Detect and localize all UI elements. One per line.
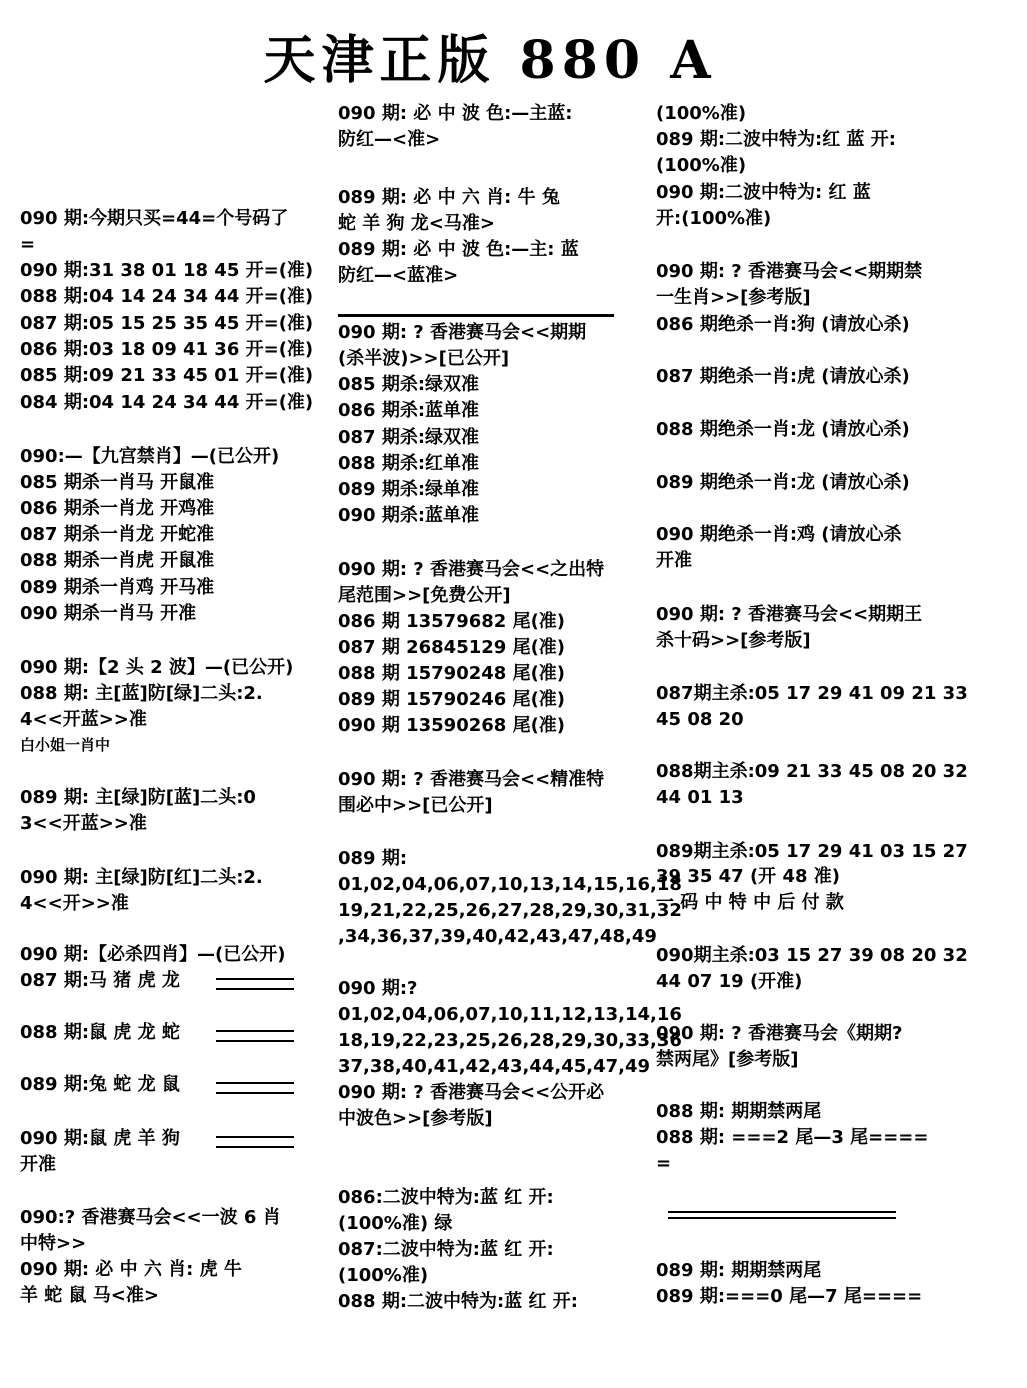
text-line: 085 期杀一肖马 开鼠准 <box>20 472 215 493</box>
text-line: 蛇 羊 狗 龙<马准> <box>338 213 495 234</box>
text-line: 090 期 13590268 尾(准) <box>338 715 566 736</box>
text-line: 089 期: 必 中 六 肖: 牛 兔 <box>338 187 560 208</box>
text-line: 090 期: 必 中 六 肖: 虎 牛 <box>20 1259 242 1280</box>
text-line: 087 期 26845129 尾(准) <box>338 637 566 658</box>
text-line: = <box>20 234 36 255</box>
text-line: 088 期 15790248 尾(准) <box>338 663 566 684</box>
text-line: 090期主杀:03 15 27 39 08 20 32 <box>656 945 968 966</box>
double-rule <box>216 1136 294 1148</box>
text-line: 090 期:? <box>338 978 418 999</box>
text-line: 090 期: ? 香港赛马会<<公开必 <box>338 1082 605 1103</box>
text-line: 088 期:04 14 24 34 44 开=(准) <box>20 286 314 307</box>
text-line: 089 期: <box>338 848 408 869</box>
text-line: 090 期杀:蓝单准 <box>338 505 480 526</box>
text-line: 尾范围>>[免费公开] <box>338 585 511 606</box>
text-line: 090 期: ? 香港赛马会<<之出特 <box>338 559 605 580</box>
text-line: 087 期绝杀一肖:虎 (请放心杀) <box>656 366 910 387</box>
text-line: 088 期:二波中特为:蓝 红 开: <box>338 1291 578 1312</box>
text-line: 086:二波中特为:蓝 红 开: <box>338 1187 554 1208</box>
text-line: 19,21,22,25,26,27,28,29,30,31,32 <box>338 900 682 921</box>
text-line: 45 08 20 <box>656 709 744 730</box>
divider <box>338 314 614 317</box>
text-line: 一 码 中 特 中 后 付 款 <box>656 892 844 913</box>
text-line: 3<<开蓝>>准 <box>20 813 147 834</box>
text-line: 086 期绝杀一肖:狗 (请放心杀) <box>656 314 910 335</box>
text-line: 090 期: ? 香港赛马会<<期期禁 <box>656 261 923 282</box>
text-line: (100%准) <box>656 103 747 124</box>
text-line: 090 期:二波中特为: 红 蓝 <box>656 182 871 203</box>
text-line: 44 01 13 <box>656 787 744 808</box>
text-line: 086 期 13579682 尾(准) <box>338 611 566 632</box>
text-line: 087 期:马 猪 虎 龙 <box>20 970 180 991</box>
text-line: 087 期杀一肖龙 开蛇准 <box>20 524 215 545</box>
text-line: 090 期: 主[绿]防[红]二头:2. <box>20 867 263 888</box>
text-line: 086 期杀一肖龙 开鸡准 <box>20 498 215 519</box>
text-line: 087期主杀:05 17 29 41 09 21 33 <box>656 683 968 704</box>
text-line: (杀半波)>>[已公开] <box>338 348 510 369</box>
double-rule <box>216 978 294 990</box>
text-line: 089 期: 主[绿]防[蓝]二头:0 <box>20 787 256 808</box>
text-line: 44 07 19 (开准) <box>656 971 803 992</box>
section-heading: 090 期:【2 头 2 波】—(已公开) <box>20 657 294 678</box>
text-line: 084 期:04 14 24 34 44 开=(准) <box>20 392 314 413</box>
text-line: 089 期:兔 蛇 龙 鼠 <box>20 1074 180 1095</box>
text-line: 4<<开>>准 <box>20 893 129 914</box>
text-line: 中波色>>[参考版] <box>338 1108 493 1129</box>
text-line: 090 期: ? 香港赛马会《期期? <box>656 1023 903 1044</box>
text-line: 088 期:鼠 虎 龙 蛇 <box>20 1022 180 1043</box>
divider <box>668 1217 896 1219</box>
text-line: 085 期杀:绿双准 <box>338 374 480 395</box>
double-rule <box>216 1082 294 1094</box>
text-line: 一生肖>>[参考版] <box>656 287 811 308</box>
text-line: (100%准) 绿 <box>338 1213 453 1234</box>
divider <box>668 1211 896 1213</box>
text-line: 090 期: ? 香港赛马会<<期期 <box>338 322 587 343</box>
text-line: 088 期绝杀一肖:龙 (请放心杀) <box>656 419 910 440</box>
text-line: 087 期:05 15 25 35 45 开=(准) <box>20 313 314 334</box>
text-line: 37,38,40,41,42,43,44,45,47,49 <box>338 1056 651 1077</box>
section-heading: 090 期:【必杀四肖】—(已公开) <box>20 944 286 965</box>
text-line: 089 期杀一肖鸡 开马准 <box>20 577 215 598</box>
text-line: 089 期绝杀一肖:龙 (请放心杀) <box>656 472 910 493</box>
text-line: 18,19,22,23,25,26,28,29,30,33,36 <box>338 1030 682 1051</box>
text-line: 开准 <box>656 550 692 571</box>
text-line: 39 35 47 (开 48 准) <box>656 866 840 887</box>
text-line: 088 期: ===2 尾—3 尾==== <box>656 1127 929 1148</box>
text-line: 090 期: ? 香港赛马会<<精准特 <box>338 769 605 790</box>
text-line: 085 期:09 21 33 45 01 开=(准) <box>20 365 314 386</box>
text-line: 086 期杀:蓝单准 <box>338 400 480 421</box>
double-rule <box>216 1030 294 1042</box>
text-line: 防红—<准> <box>338 129 441 150</box>
text-line: 088 期: 主[蓝]防[绿]二头:2. <box>20 683 263 704</box>
text-line: 090 期:今期只买=44=个号码了 <box>20 208 289 229</box>
text-line: 088 期杀:红单准 <box>338 453 480 474</box>
text-line: 090 期: ? 香港赛马会<<期期王 <box>656 604 923 625</box>
text-line: (100%准) <box>338 1265 429 1286</box>
section-heading: 090:—【九宫禁肖】—(已公开) <box>20 446 280 467</box>
text-line: ,34,36,37,39,40,42,43,47,48,49 <box>338 926 657 947</box>
text-line: 4<<开蓝>>准 <box>20 709 147 730</box>
text-line: 中特>> <box>20 1233 87 1254</box>
text-line: 089期主杀:05 17 29 41 03 15 27 <box>656 841 968 862</box>
text-line: 090 期:31 38 01 18 45 开=(准) <box>20 260 314 281</box>
text-line: 围必中>>[已公开] <box>338 795 493 816</box>
text-line: 089 期: 期期禁两尾 <box>656 1260 822 1281</box>
text-line: 089 期杀:绿单准 <box>338 479 480 500</box>
text-line: 白小姐一肖中 <box>20 736 111 754</box>
text-line: 086 期:03 18 09 41 36 开=(准) <box>20 339 314 360</box>
text-line: 开准 <box>20 1154 56 1175</box>
text-line: 089 期: 必 中 波 色:—主: 蓝 <box>338 239 579 260</box>
text-line: 01,02,04,06,07,10,11,12,13,14,16 <box>338 1004 682 1025</box>
text-line: 089 期:===0 尾—7 尾==== <box>656 1286 923 1307</box>
text-line: 090:? 香港赛马会<<一波 6 肖 <box>20 1207 281 1228</box>
text-line: 禁两尾》[参考版] <box>656 1049 799 1070</box>
text-line: 088 期杀一肖虎 开鼠准 <box>20 550 215 571</box>
text-line: 01,02,04,06,07,10,13,14,15,16,18 <box>338 874 682 895</box>
page-title: 天津正版 880 A <box>263 30 717 91</box>
text-line: 杀十码>>[参考版] <box>656 630 811 651</box>
text-line: 087:二波中特为:蓝 红 开: <box>338 1239 554 1260</box>
text-line: 090 期:鼠 虎 羊 狗 <box>20 1128 180 1149</box>
text-line: 090 期: 必 中 波 色:—主蓝: <box>338 103 573 124</box>
text-line: 088 期: 期期禁两尾 <box>656 1101 822 1122</box>
text-line: 开:(100%准) <box>656 208 772 229</box>
text-line: 089 期:二波中特为:红 蓝 开: <box>656 129 896 150</box>
text-line: 羊 蛇 鼠 马<准> <box>20 1285 159 1306</box>
text-line: 088期主杀:09 21 33 45 08 20 32 <box>656 761 968 782</box>
text-line: 087 期杀:绿双准 <box>338 427 480 448</box>
text-line: 防红—<蓝准> <box>338 265 459 286</box>
text-line: 090 期杀一肖马 开准 <box>20 603 197 624</box>
text-line: 090 期绝杀一肖:鸡 (请放心杀 <box>656 524 902 545</box>
text-line: 089 期 15790246 尾(准) <box>338 689 566 710</box>
text-line: = <box>656 1153 672 1174</box>
text-line: (100%准) <box>656 155 747 176</box>
